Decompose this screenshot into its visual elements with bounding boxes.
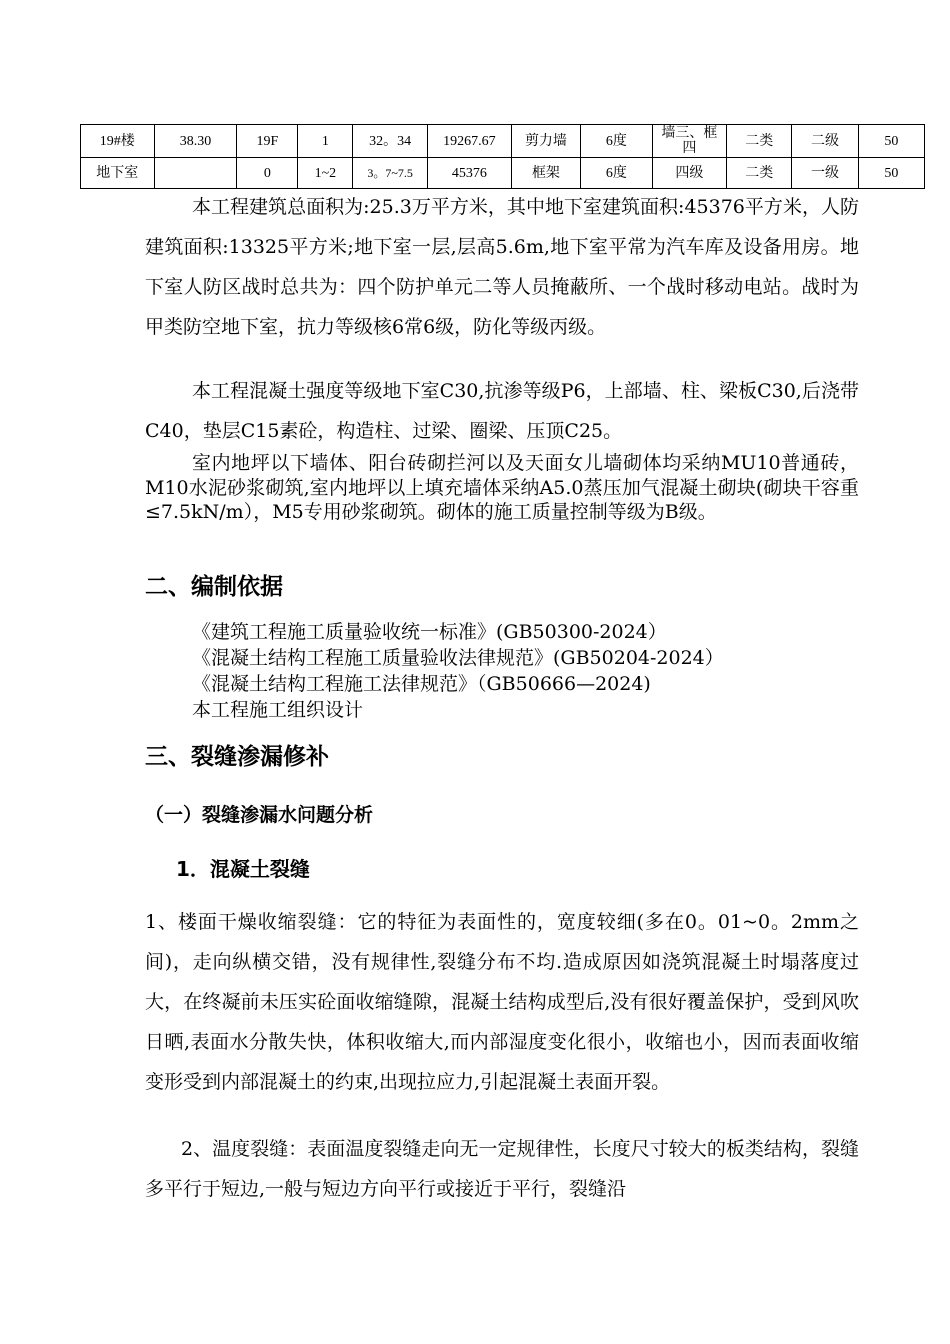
concrete-grade-paragraph: 本工程混凝土强度等级地下室C30,抗渗等级P6，上部墙、柱、梁板C30,后浇带C40，垫层C15素砼，构造柱、过梁、圈梁、压顶C25。	[145, 380, 859, 442]
table-cell: 45376	[427, 158, 511, 189]
table-cell: 墙三、框四	[652, 125, 727, 158]
table-row	[81, 158, 925, 189]
list-item: 《混凝土结构工程施工质量验收法律规范》(GB50204-2024）	[192, 647, 724, 669]
section-heading-crack-repair: 三、裂缝渗漏修补	[145, 744, 329, 770]
table-cell: 19F	[237, 125, 298, 158]
subsubsection-heading: 1．混凝土裂缝	[176, 857, 310, 881]
table-cell: 19#楼	[81, 125, 155, 158]
table-cell: 剪力墙	[511, 125, 580, 158]
table-cell: 38.30	[154, 125, 237, 158]
table-cell: 50	[858, 125, 924, 158]
list-item: 《混凝土结构工程施工法律规范》（GB50666—2024)	[192, 673, 651, 695]
table-cell: 框架	[511, 158, 580, 189]
table-cell: 二类	[727, 158, 792, 189]
table-cell: 四级	[652, 158, 727, 189]
section-heading-basis: 二、编制依据	[145, 574, 283, 600]
list-item: 本工程施工组织设计	[192, 699, 364, 721]
table-cell: 19267.67	[427, 125, 511, 158]
table-cell: 1~2	[298, 158, 353, 189]
table-cell: 0	[237, 158, 298, 189]
masonry-paragraph: 室内地坪以下墙体、阳台砖砌拦河以及天面女儿墙砌体均采纳MU10普通砖，M10水泥砂浆砌筑,室内地坪以上填充墙体采纳A5.0蒸压加气混凝土砌块(砌块干容重≤7.5kN/m），M5专用砂浆砌筑。砌体的施工质量控制等级为B级。	[145, 452, 859, 523]
list-item: 《建筑工程施工质量验收统一标准》(GB50300-2024）	[192, 621, 667, 643]
table-cell: 二级	[792, 125, 858, 158]
table-cell: 6度	[581, 158, 652, 189]
table-cell: 50	[858, 158, 924, 189]
project-overview-paragraph: 本工程建筑总面积为:25.3万平方米，其中地下室建筑面积:45376平方米，人防建筑面积:13325平方米;地下室一层,层高5.6m,地下室平常为汽车库及设备用房。地下室人防区战时总共为：四个防护单元二等人员掩蔽所、一个战时移动电站。战时为甲类防空地下室，抗力等级核6常6级，防化等级丙级。	[145, 196, 859, 338]
building-info-table	[80, 124, 925, 189]
table-row	[81, 125, 925, 158]
subsection-heading: （一）裂缝渗漏水问题分析	[145, 804, 374, 826]
shrinkage-crack-paragraph: 1、楼面干燥收缩裂缝：它的特征为表面性的，宽度较细(多在0。01~0。2mm之间)，走向纵横交错，没有规律性,裂缝分布不均.造成原因如浇筑混凝土时塌落度过大，在终凝前未压实砼面收缩缝隙，混凝土结构成型后,没有很好覆盖保护，受到风吹日晒,表面水分散失快，体积收缩大,而内部湿度变化很小，收缩也小，因而表面收缩变形受到内部混凝土的约束,出现拉应力,引起混凝土表面开裂。	[145, 911, 859, 1093]
table-cell: 二类	[727, 125, 792, 158]
table-cell	[154, 158, 237, 189]
reference-list	[192, 619, 724, 723]
table-cell: 地下室	[81, 158, 155, 189]
table-cell: 32。34	[353, 125, 428, 158]
temperature-crack-paragraph: 2、温度裂缝：表面温度裂缝走向无一定规律性，长度尺寸较大的板类结构，裂缝多平行于短边,一般与短边方向平行或接近于平行，裂缝沿	[145, 1138, 859, 1200]
table-cell: 1	[298, 125, 353, 158]
table-cell: 3。7~7.5	[353, 158, 428, 189]
table-cell: 6度	[581, 125, 652, 158]
table-cell: 一级	[792, 158, 858, 189]
